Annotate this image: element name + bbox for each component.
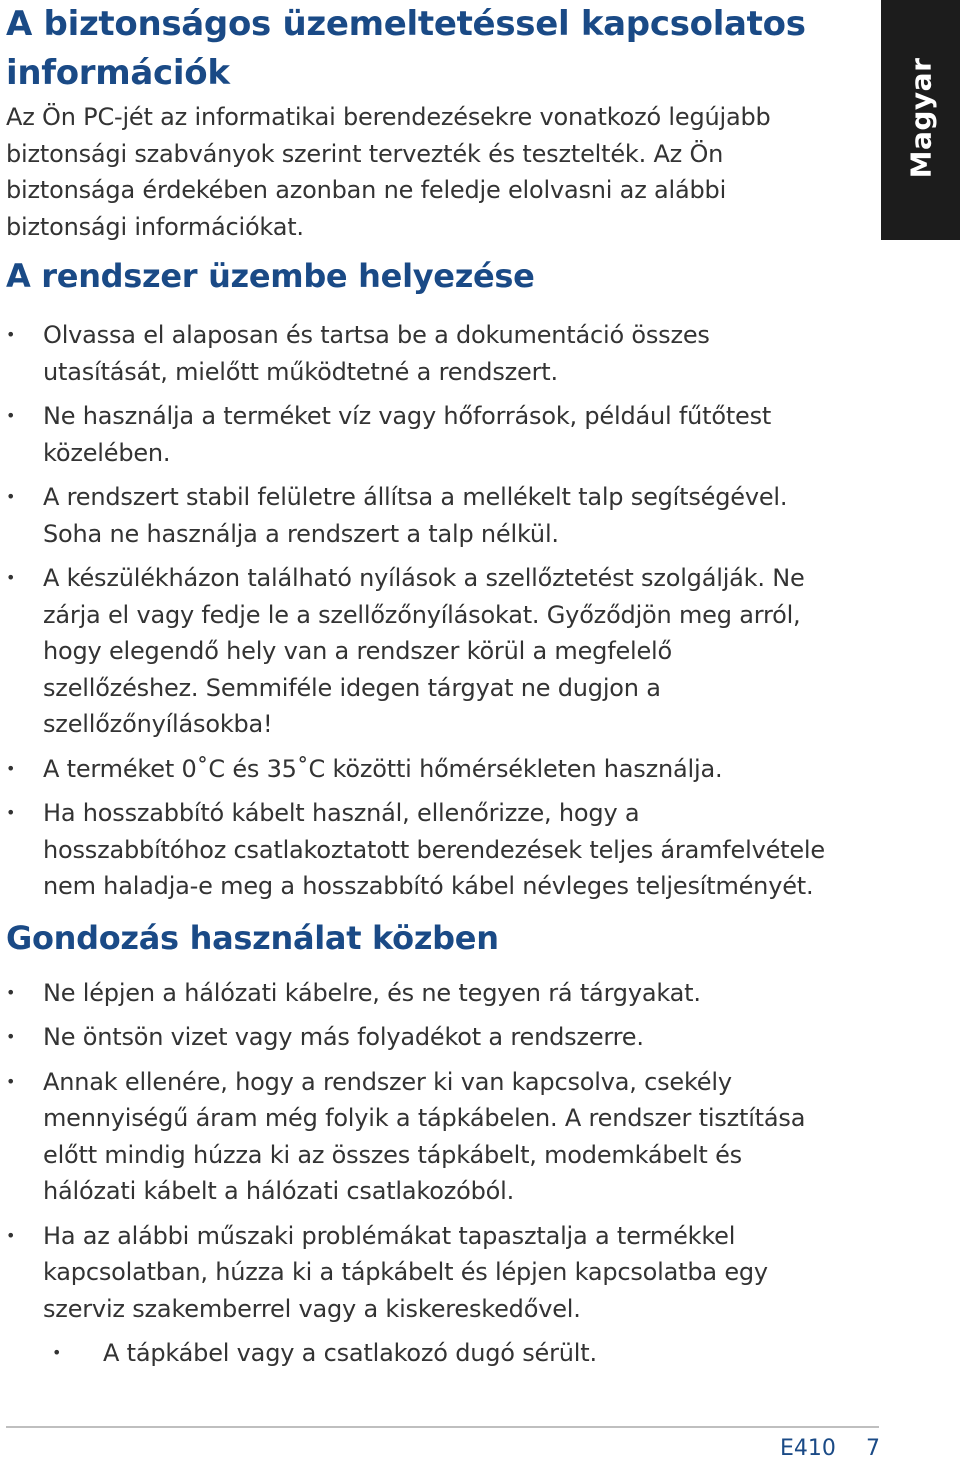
- list-item-text: Ne lépjen a hálózati kábelre, és ne tegyen rá tárgyakat.: [43, 978, 701, 1007]
- list-item-text: Ne használja a terméket víz vagy hőforrások, például fűtőtest közelében.: [43, 402, 772, 467]
- bullet-icon: •: [6, 325, 16, 344]
- section-title-care: Gondozás használat közben: [6, 918, 499, 957]
- bullet-icon: •: [6, 758, 16, 778]
- list-item-text: A rendszert stabil felületre állítsa a mellékelt talp segítségével. Soha ne használja a rendszert a talp nélkül.: [43, 483, 788, 548]
- list-item-text: Ha hosszabbító kábelt használ, ellenőrizze, hogy a hosszabbítóhoz csatlakoztatott berendezések teljes áramfelvétele nem haladja-e meg a hosszabbító kábel névleges teljesítményét.: [43, 799, 825, 900]
- bullet-icon: •: [6, 803, 16, 822]
- care-list: [6, 975, 826, 1372]
- list-item-text: Ne öntsön vizet vagy más folyadékot a rendszerre.: [43, 1023, 644, 1051]
- list-item: [6, 1019, 826, 1056]
- bullet-icon: •: [6, 406, 16, 425]
- list-item-text: A terméket 0˚C és 35˚C közötti hőmérsékleten használja.: [43, 754, 723, 783]
- list-item: [6, 751, 826, 788]
- bullet-icon: •: [6, 487, 16, 506]
- list-item: [6, 479, 826, 552]
- footer-model-name: E410: [780, 1436, 836, 1461]
- list-item-text: Annak ellenére, hogy a rendszer ki van kapcsolva, csekély mennyiségű áram még folyik a tápkábelen. A rendszer tisztítása előtt mindig húzza ki az összes tápkábelt, modemkábelt és hálózati kábelt a hálózati csatlakozóból.: [43, 1067, 806, 1205]
- sub-list-item: [43, 1335, 826, 1372]
- problem-sublist: [43, 1335, 826, 1372]
- bullet-icon: •: [6, 568, 16, 587]
- list-item: [6, 560, 826, 743]
- language-tab-label: Magyar: [904, 57, 937, 179]
- sub-list-item-text: A tápkábel vagy a csatlakozó dugó sérült.: [103, 1339, 597, 1367]
- list-item: [6, 1218, 826, 1372]
- language-tab: [881, 0, 960, 240]
- list-item-text: A készülékházon található nyílások a szellőztetést szolgálják. Ne zárja el vagy fedje le a szellőzőnyílásokat. Győződjön meg arról, hogy elegendő hely van a rendszer körül a megfelelő szellőzéshez. Semmiféle idegen tárgyat ne dugjon a szellőzőnyílásokba!: [43, 564, 805, 738]
- bullet-icon: •: [52, 1343, 62, 1362]
- bullet-icon: •: [6, 1225, 16, 1245]
- bullet-icon: •: [6, 1071, 16, 1091]
- page-title: A biztonságos üzemeltetéssel kapcsolatos információk: [6, 4, 806, 93]
- section-title-setup: A rendszer üzembe helyezése: [6, 257, 535, 295]
- list-item-text: Olvassa el alaposan és tartsa be a dokumentáció összes utasítását, mielőtt működtetné a rendszert.: [43, 321, 710, 386]
- bullet-icon: •: [6, 1027, 16, 1046]
- list-item: [6, 398, 826, 471]
- intro-paragraph: Az Ön PC-jét az informatikai berendezésekre vonatkozó legújabb biztonsági szabványok szerint tervezték és tesztelték. Az Ön biztonsága érdekében azonban ne feledje elolvasni az alábbi biztonsági információkat.: [6, 103, 771, 241]
- list-item: [6, 975, 826, 1012]
- bullet-icon: •: [6, 982, 16, 1002]
- list-item: [6, 795, 826, 905]
- list-item: [6, 317, 826, 390]
- setup-list: [6, 317, 826, 905]
- list-item: [6, 1064, 826, 1210]
- page-number: 7: [866, 1436, 880, 1461]
- footer-divider: [6, 1426, 879, 1428]
- page-content: [6, 0, 826, 1380]
- list-item-text: Ha az alábbi műszaki problémákat tapasztalja a termékkel kapcsolatban, húzza ki a tápkábelt és lépjen kapcsolatba egy szerviz szakemberrel vagy a kiskereskedővel.: [43, 1221, 768, 1323]
